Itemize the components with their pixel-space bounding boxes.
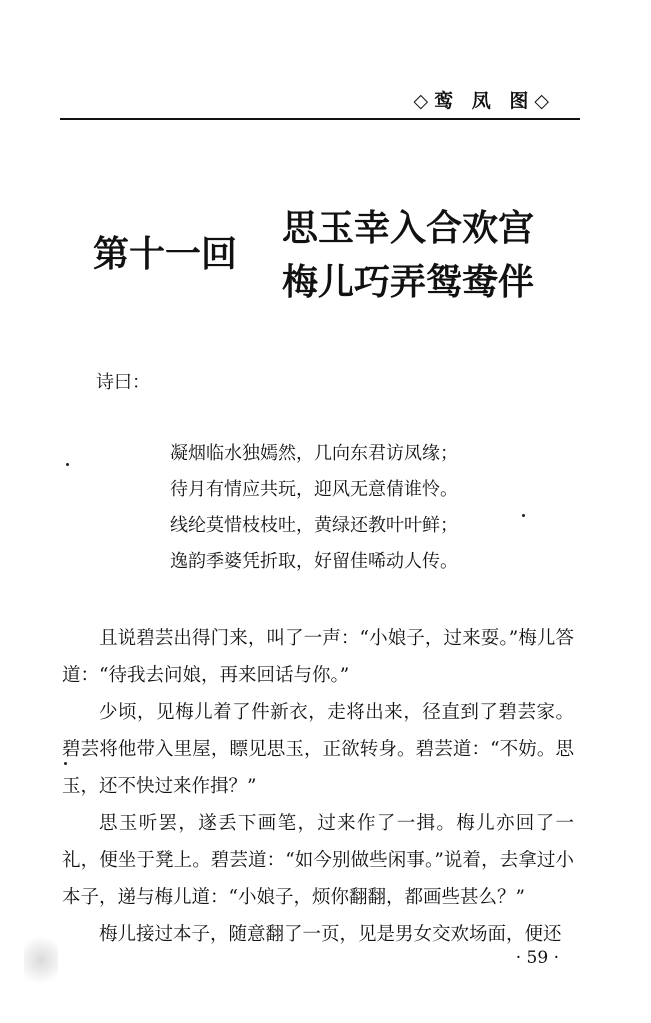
chapter-title-line-1: 思玉幸入合欢宫 [282, 208, 535, 249]
poem-line: 凝烟临水独嫣然，几向东君访凤缘； [170, 443, 458, 464]
chapter-title-line-2: 梅儿巧弄鸳鸯伴 [282, 262, 535, 303]
paragraph: 梅儿接过本子，随意翻了一页，见是男女交欢场面，便还 [99, 924, 562, 945]
poem-intro: 诗曰： [96, 372, 150, 393]
paragraph: 思玉听罢，遂丢下画笔，过来作了一揖。梅儿亦回了一礼，便坐于凳上。碧芸道：“如今别做些闲事。”说着，去拿过小本子，递与梅儿道：“小娘子，烦你翻翻，都画些甚么？” [62, 813, 574, 908]
paragraph: 且说碧芸出得门来，叫了一声：“小娘子，过来耍。”梅儿答道：“待我去问娘，再来回话与你。” [62, 628, 574, 686]
poem-line: 逸韵季婆凭折取，好留佳唏动人传。 [170, 551, 458, 572]
page-number: · 59 · [515, 948, 559, 968]
scan-speck [66, 463, 69, 466]
scan-speck [522, 514, 525, 517]
scan-speck [64, 762, 67, 765]
header-rule [60, 118, 580, 120]
poem-line: 待月有情应共玩，迎风无意倩谁怜。 [170, 479, 458, 500]
poem [170, 436, 458, 580]
scan-smudge [24, 930, 58, 990]
chapter-number: 第十一回 [93, 234, 238, 275]
body-text [62, 620, 574, 953]
poem-line: 线纶莫惜枝枝吐，黄绿还教叶叶鲜； [170, 515, 458, 536]
running-header-book-title: ◇鸾 凤 图◇ [413, 90, 555, 112]
paragraph: 少顷，见梅儿着了件新衣，走将出来，径直到了碧芸家。碧芸将他带入里屋，瞟见思玉，正欲转身。碧芸道：“不妨。思玉，还不快过来作揖？” [62, 702, 574, 797]
